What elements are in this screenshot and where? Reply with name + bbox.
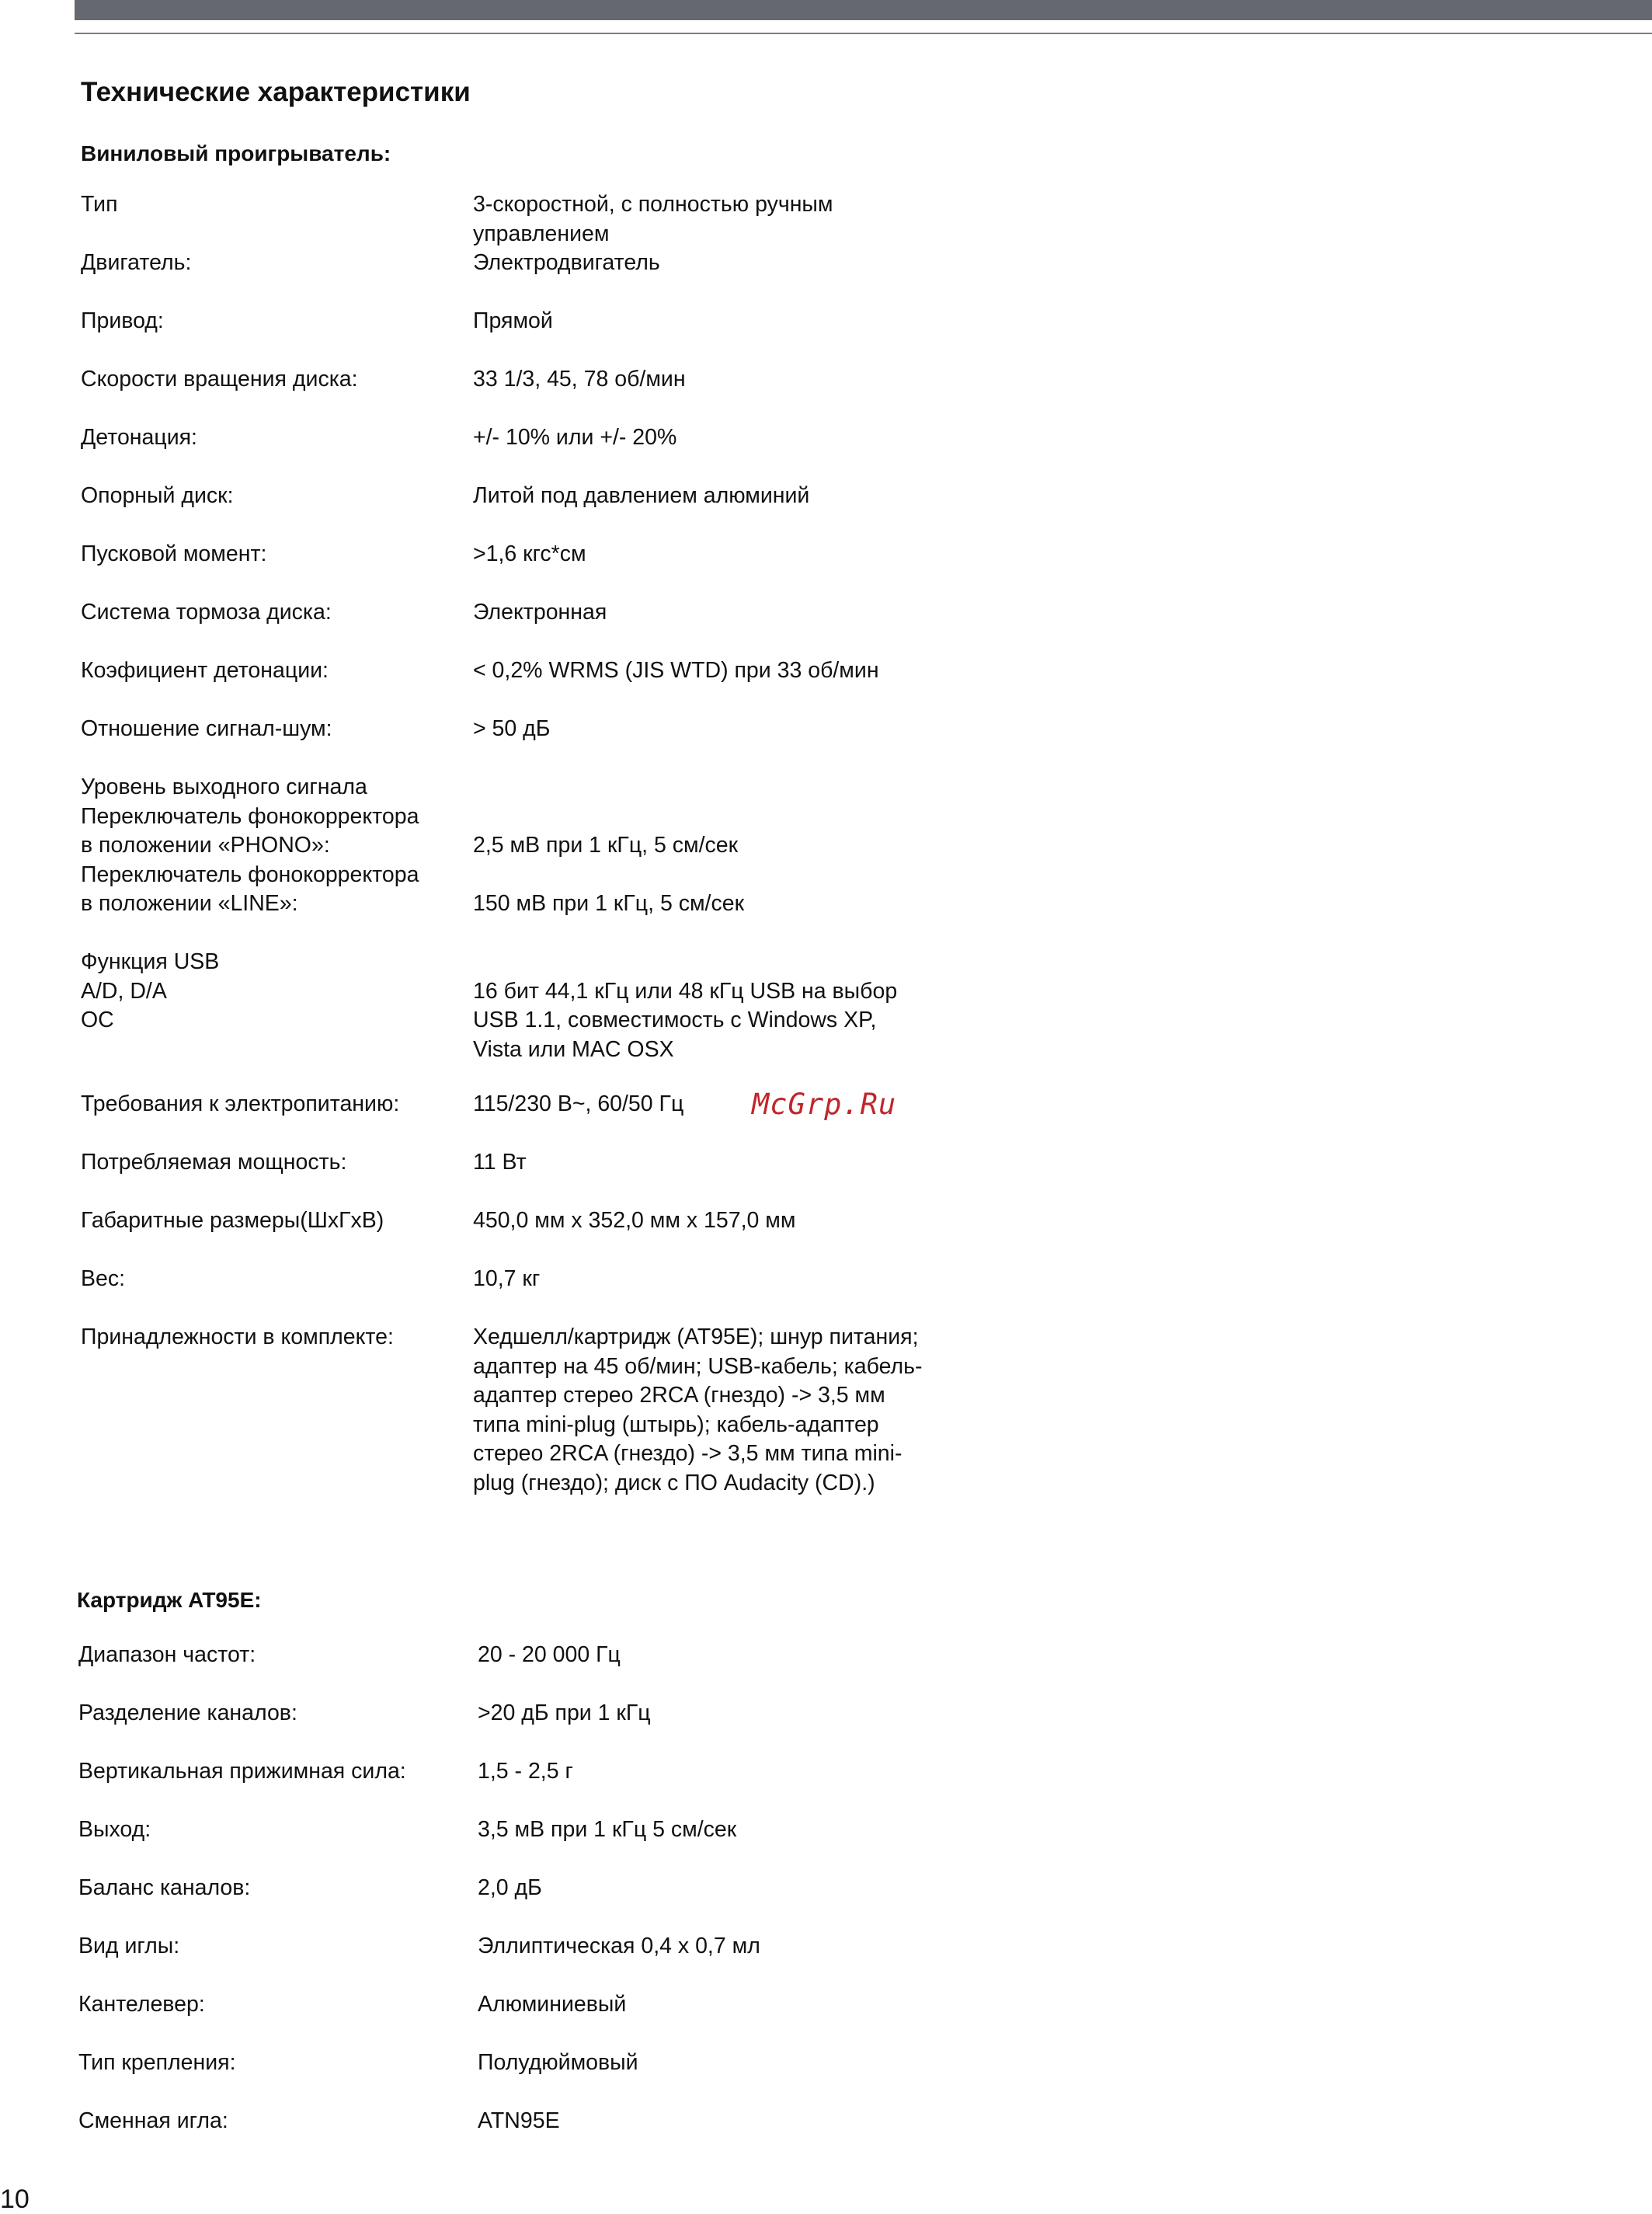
spec-value: Электродвигатель bbox=[473, 250, 660, 275]
spec-label: Тип bbox=[81, 192, 118, 217]
spec-value: Полудюймовый bbox=[478, 2050, 638, 2075]
spec-label: Выход: bbox=[78, 1817, 151, 1842]
spec-value: 3,5 мВ при 1 кГц 5 см/сек bbox=[478, 1817, 737, 1842]
spec-label: Коэфициент детонации: bbox=[81, 658, 329, 683]
spec-label: Вертикальная прижимная сила: bbox=[78, 1759, 406, 1784]
spec-label: Система тормоза диска: bbox=[81, 600, 332, 625]
spec-label: Скорости вращения диска: bbox=[81, 367, 358, 392]
spec-value: Литой под давлением алюминий bbox=[473, 483, 810, 508]
spec-label: Габаритные размеры(ШхГхВ) bbox=[81, 1208, 384, 1233]
turntable-heading: Виниловый проигрыватель: bbox=[81, 141, 391, 165]
header-rule bbox=[75, 33, 1652, 34]
spec-label: Отношение сигнал-шум: bbox=[81, 716, 332, 741]
spec-value: 2,0 дБ bbox=[478, 1875, 542, 1900]
spec-label: Опорный диск: bbox=[81, 483, 234, 508]
spec-value: 1,5 - 2,5 г bbox=[478, 1759, 573, 1784]
spec-value: Алюминиевый bbox=[478, 1992, 627, 2017]
header-bar bbox=[75, 0, 1652, 20]
page-number: 10 bbox=[0, 2184, 30, 2214]
spec-label: Уровень выходного сигнала Переключатель фонокорректора в положении «PHONO»: Переключатель фонокорректора в положении «LINE»: bbox=[81, 775, 419, 916]
spec-value: Прямой bbox=[473, 308, 553, 333]
cartridge-heading: Картридж AT95E: bbox=[77, 1588, 262, 1612]
watermark: McGrp.Ru bbox=[752, 1088, 897, 1121]
spec-value: 11 Вт bbox=[473, 1150, 527, 1175]
spec-value: > 50 дБ bbox=[473, 716, 551, 741]
spec-label: Тип крепления: bbox=[78, 2050, 236, 2075]
spec-label: Детонация: bbox=[81, 425, 197, 450]
spec-value: 3-скоростной, с полностью ручным управлением bbox=[473, 192, 833, 246]
spec-value: 20 - 20 000 Гц bbox=[478, 1642, 621, 1667]
page-title: Технические характеристики bbox=[81, 77, 471, 107]
spec-label: Привод: bbox=[81, 308, 164, 333]
spec-label: Разделение каналов: bbox=[78, 1701, 297, 1725]
spec-value: 2,5 мВ при 1 кГц, 5 см/сек 150 мВ при 1 кГц, 5 см/сек bbox=[473, 833, 745, 916]
spec-label: Пусковой момент: bbox=[81, 541, 267, 566]
spec-value: >1,6 кгс*см bbox=[473, 541, 586, 566]
spec-label: Вес: bbox=[81, 1266, 126, 1291]
spec-value: +/- 10% или +/- 20% bbox=[473, 425, 677, 450]
spec-value: < 0,2% WRMS (JIS WTD) при 33 об/мин bbox=[473, 658, 879, 683]
spec-label: Кантелевер: bbox=[78, 1992, 205, 2017]
spec-value: 16 бит 44,1 кГц или 48 кГц USB на выбор USB 1.1, совместимость с Windows XP, Vista или MAC OSX bbox=[473, 978, 898, 1062]
spec-value: Эллиптическая 0,4 x 0,7 мл bbox=[478, 1934, 760, 1958]
spec-value: 33 1/3, 45, 78 об/мин bbox=[473, 367, 686, 392]
spec-label: Двигатель: bbox=[81, 250, 192, 275]
spec-label: Принадлежности в комплекте: bbox=[81, 1325, 394, 1349]
spec-label: Требования к электропитанию: bbox=[81, 1091, 400, 1116]
spec-value: 10,7 кг bbox=[473, 1266, 541, 1291]
spec-value: ATN95E bbox=[478, 2108, 560, 2133]
spec-value: Хедшелл/картридж (AT95E); шнур питания; адаптер на 45 об/мин; USB-кабель; кабель- адаптер стерео 2RCA (гнездо) -> 3,5 мм типа mini-plug (штырь); кабель-адаптер стерео 2RCA (гнездо) -> 3,5 мм типа mini- plug (гнездо); диск с ПО Audacity (CD).) bbox=[473, 1325, 923, 1495]
spec-label: Вид иглы: bbox=[78, 1934, 180, 1958]
spec-value: 115/230 В~, 60/50 Гц bbox=[473, 1091, 684, 1116]
spec-value: >20 дБ при 1 кГц bbox=[478, 1701, 651, 1725]
spec-value: 450,0 мм x 352,0 мм x 157,0 мм bbox=[473, 1208, 796, 1233]
spec-label: Баланс каналов: bbox=[78, 1875, 251, 1900]
spec-label: Диапазон частот: bbox=[78, 1642, 256, 1667]
spec-label: Сменная игла: bbox=[78, 2108, 228, 2133]
spec-label: Функция USB A/D, D/A ОС bbox=[81, 949, 220, 1032]
spec-label: Потребляемая мощность: bbox=[81, 1150, 347, 1175]
spec-value: Электронная bbox=[473, 600, 607, 625]
